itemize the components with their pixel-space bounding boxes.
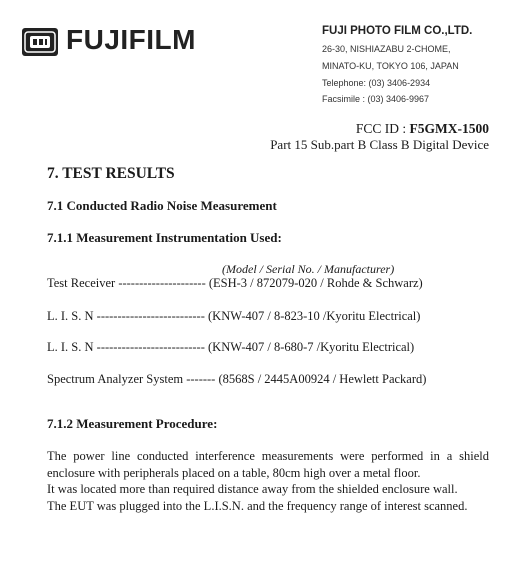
procedure-line: enclosure with peripherals placed on a table, 80cm high over a metal floor. [47, 465, 421, 480]
company-name: FUJI PHOTO FILM CO.,LTD. [322, 25, 473, 37]
fcc-part: Part 15 Sub.part B Class B Digital Device [270, 137, 489, 152]
telephone: Telephone: (03) 3406-2934 [322, 78, 431, 88]
procedure-line: The EUT was plugged into the L.I.S.N. and the frequency range of interest scanned. [47, 498, 468, 513]
facsimile: Facsimile : (03) 3406-9967 [322, 94, 430, 104]
instrument-row: Test Receiver --------------------- (ESH-3 / 872079-020 / Rohde & Schwarz) [47, 276, 423, 290]
brand-name: FUJIFILM [66, 24, 196, 55]
fcc-id-line [356, 121, 489, 137]
address-line: MINATO-KU, TOKYO 106, JAPAN [322, 61, 459, 71]
section-subtitle: 7.1 Conducted Radio Noise Measurement [47, 198, 277, 213]
instrument-row: L. I. S. N -------------------------- (KNW-407 / 8-823-10 /Kyoritu Electrical) [47, 309, 421, 323]
fujifilm-logo-icon [22, 28, 58, 56]
fcc-id-label: FCC ID : [355, 121, 410, 136]
procedure-line: It was located more than required distance away from the shielded enclosure wall. [47, 482, 458, 496]
instrument-row: L. I. S. N -------------------------- (KNW-407 / 8-680-7 /Kyoritu Electrical) [47, 340, 415, 354]
address-line: 26-30, NISHIAZABU 2-CHOME, [322, 44, 451, 54]
fcc-id-value: F5GMX-1500 [409, 121, 489, 136]
procedure-line: The power line conducted interference measurements were performed in a shield [47, 449, 489, 463]
section-title: 7. TEST RESULTS [47, 165, 175, 182]
procedure-heading: 7.1.2 Measurement Procedure: [47, 416, 218, 431]
instrumentation-heading: 7.1.1 Measurement Instrumentation Used: [47, 230, 282, 245]
instrument-column-header: (Model / Serial No. / Manufacturer) [222, 262, 395, 276]
procedure-paragraph [47, 448, 489, 514]
instrument-row: Spectrum Analyzer System ------- (8568S / 2445A00924 / Hewlett Packard) [47, 372, 427, 386]
